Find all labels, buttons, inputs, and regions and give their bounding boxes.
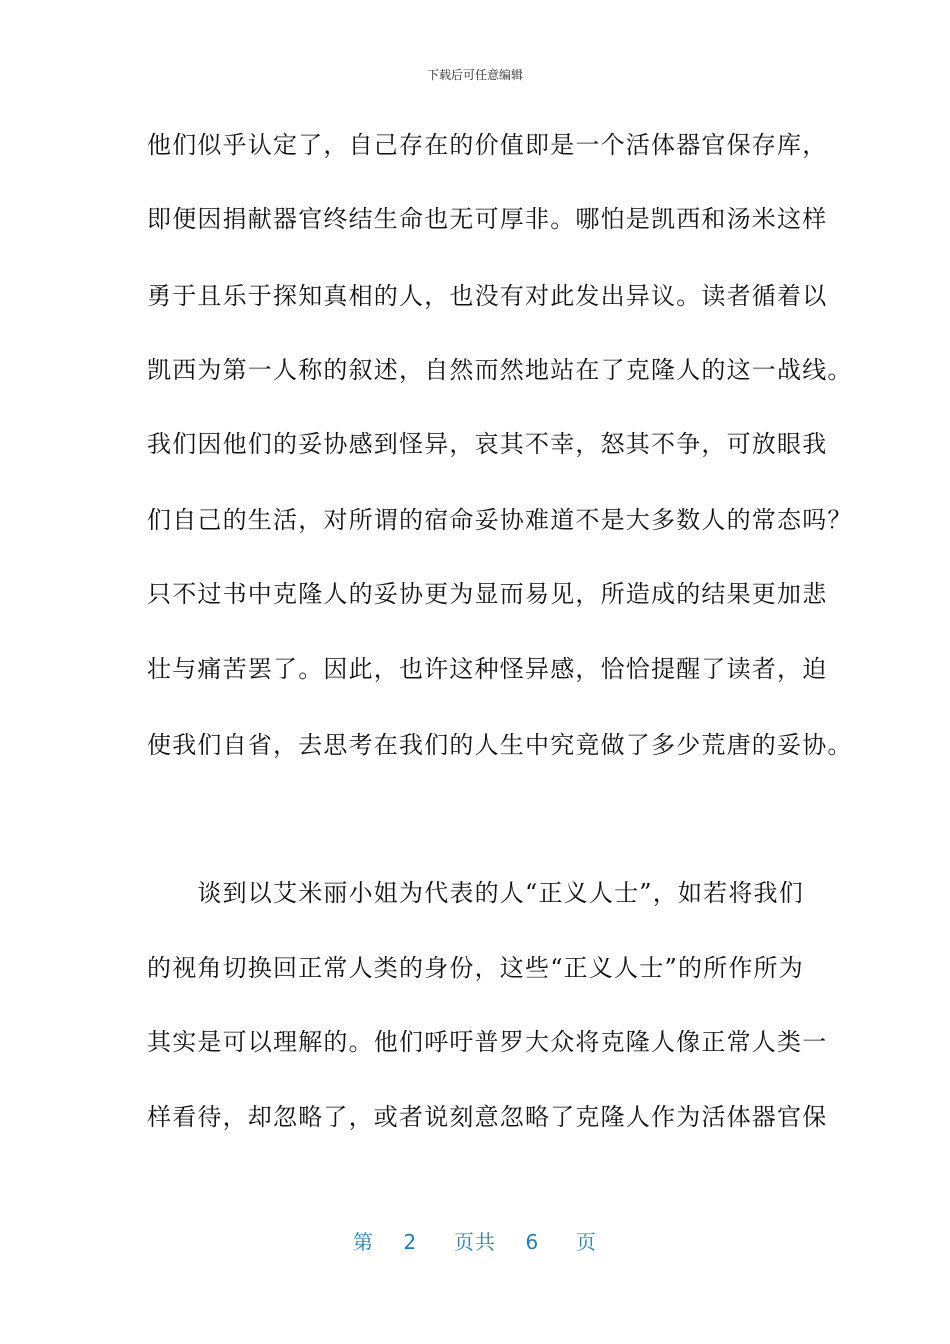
paragraph-2-line-1: 谈到以艾米丽小姐为代表的人“正义人士”，如若将我们: [147, 879, 804, 907]
footer-page-number: 2: [403, 1230, 418, 1254]
paragraph-1-line-3: 勇于且乐于探知真相的人，也没有对此发出异议。读者循着以: [147, 282, 828, 310]
paragraph-1-line-9: 使我们自省，去思考在我们的人生中究竟做了多少荒唐的妥协。: [147, 731, 853, 759]
paragraph-1-line-5: 我们因他们的妥协感到怪异，哀其不幸，怒其不争，可放眼我: [147, 430, 828, 458]
page-footer: [0, 1226, 950, 1255]
footer-middle: 页共: [454, 1230, 496, 1254]
footer-prefix: 第: [353, 1230, 375, 1254]
paragraph-1-line-7: 只不过书中克隆人的妥协更为显而易见，所造成的结果更加悲: [147, 580, 828, 608]
paragraph-1-line-1: 他们似乎认定了，自己存在的价值即是一个活体器官保存库，: [147, 131, 828, 159]
paragraph-2-line-4: 样看待，却忽略了，或者说刻意忽略了克隆人作为活体器官保: [147, 1103, 828, 1131]
footer-total-pages: 6: [525, 1230, 540, 1254]
footer-suffix: 页: [575, 1230, 597, 1254]
paragraph-2-line-3: 其实是可以理解的。他们呼吁普罗大众将克隆人像正常人类一: [147, 1028, 828, 1056]
paragraph-2-line-2: 的视角切换回正常人类的身份，这些“正义人士”的所作所为: [147, 954, 804, 982]
paragraph-1-line-8: 壮与痛苦罢了。因此，也许这种怪异感，恰恰提醒了读者，迫: [147, 655, 828, 683]
paragraph-1-line-4: 凯西为第一人称的叙述，自然而然地站在了克隆人的这一战线。: [147, 356, 853, 384]
paragraph-1-line-2: 即便因捐献器官终结生命也无可厚非。哪怕是凯西和汤米这样: [147, 205, 828, 233]
paragraph-1-line-6: 们自己的生活，对所谓的宿命妥协难道不是大多数人的常态吗？: [147, 506, 853, 534]
page-header: 下载后可任意编辑: [426, 68, 523, 82]
